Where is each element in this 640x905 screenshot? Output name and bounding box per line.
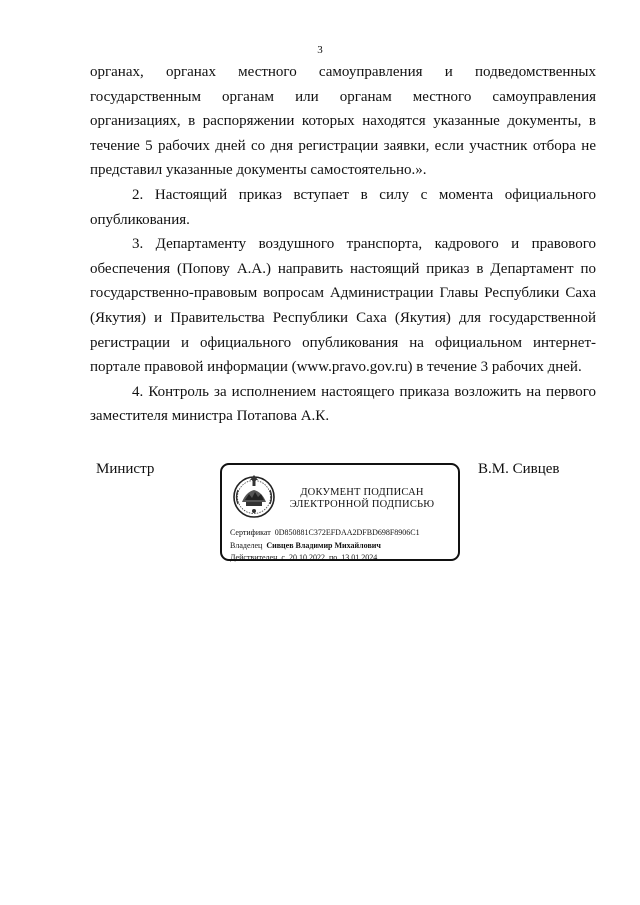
- stamp-validity-row: [230, 552, 420, 565]
- certificate-value: 0D850881C372EFDAA2DFBD698F8906C1: [274, 528, 420, 537]
- stamp-heading: [272, 487, 452, 511]
- electronic-signature-stamp: [220, 463, 460, 561]
- certificate-label: Сертификат: [230, 528, 271, 537]
- paragraph-item-3: 3. Департаменту воздушного транспорта, кадрового и правового обеспечения (Попову А.А.) направить настоящий приказ в Департамент по государственно-правовым вопросам Администрации Главы Республики Саха (Якутия) и Правительства Республики Саха (Якутия) для государственной регистрации и официального опубликования на официальном интернет-портале правовой информации (www.pravo.gov.ru) в течение 3 рабочих дней.: [90, 236, 596, 376]
- paragraph-item-2: 2. Настоящий приказ вступает в силу с момента официального опубликования.: [90, 186, 596, 228]
- valid-from: 20.10.2022: [288, 553, 325, 562]
- signer-position: Министр: [96, 461, 155, 477]
- document-body: [90, 60, 596, 429]
- stamp-owner-row: [230, 540, 420, 553]
- valid-label: Действителен: [230, 553, 278, 562]
- page-number: 3: [317, 44, 323, 56]
- stamp-heading-line-2: ЭЛЕКТРОННОЙ ПОДПИСЬЮ: [289, 499, 435, 510]
- paragraph-continuation: органах, органах местного самоуправления и подведомственных государственным органам или органам местного самоуправления организациях, в распоряжении которых находятся указанные документы, в течение 5 рабочих дней со дня регистрации заявки, если участник отбора не представил указанные документы самостоятельно.».: [90, 64, 596, 179]
- republic-emblem-icon: [232, 472, 276, 520]
- stamp-details: [230, 527, 420, 565]
- stamp-certificate-row: [230, 527, 420, 540]
- valid-from-word: с: [281, 553, 285, 562]
- stamp-heading-line-1: ДОКУМЕНТ ПОДПИСАН: [300, 487, 424, 498]
- signature-block: [0, 461, 640, 571]
- owner-label: Владелец: [230, 540, 263, 550]
- signer-name: В.М. Сивцев: [478, 461, 560, 477]
- paragraph-item-4: 4. Контроль за исполнением настоящего приказа возложить на первого заместителя министра Потапова А.К.: [90, 383, 596, 425]
- valid-to: 13.01.2024: [341, 553, 378, 562]
- owner-value: Сивцев Владимир Михайлович: [266, 540, 381, 550]
- valid-to-word: по: [328, 553, 338, 562]
